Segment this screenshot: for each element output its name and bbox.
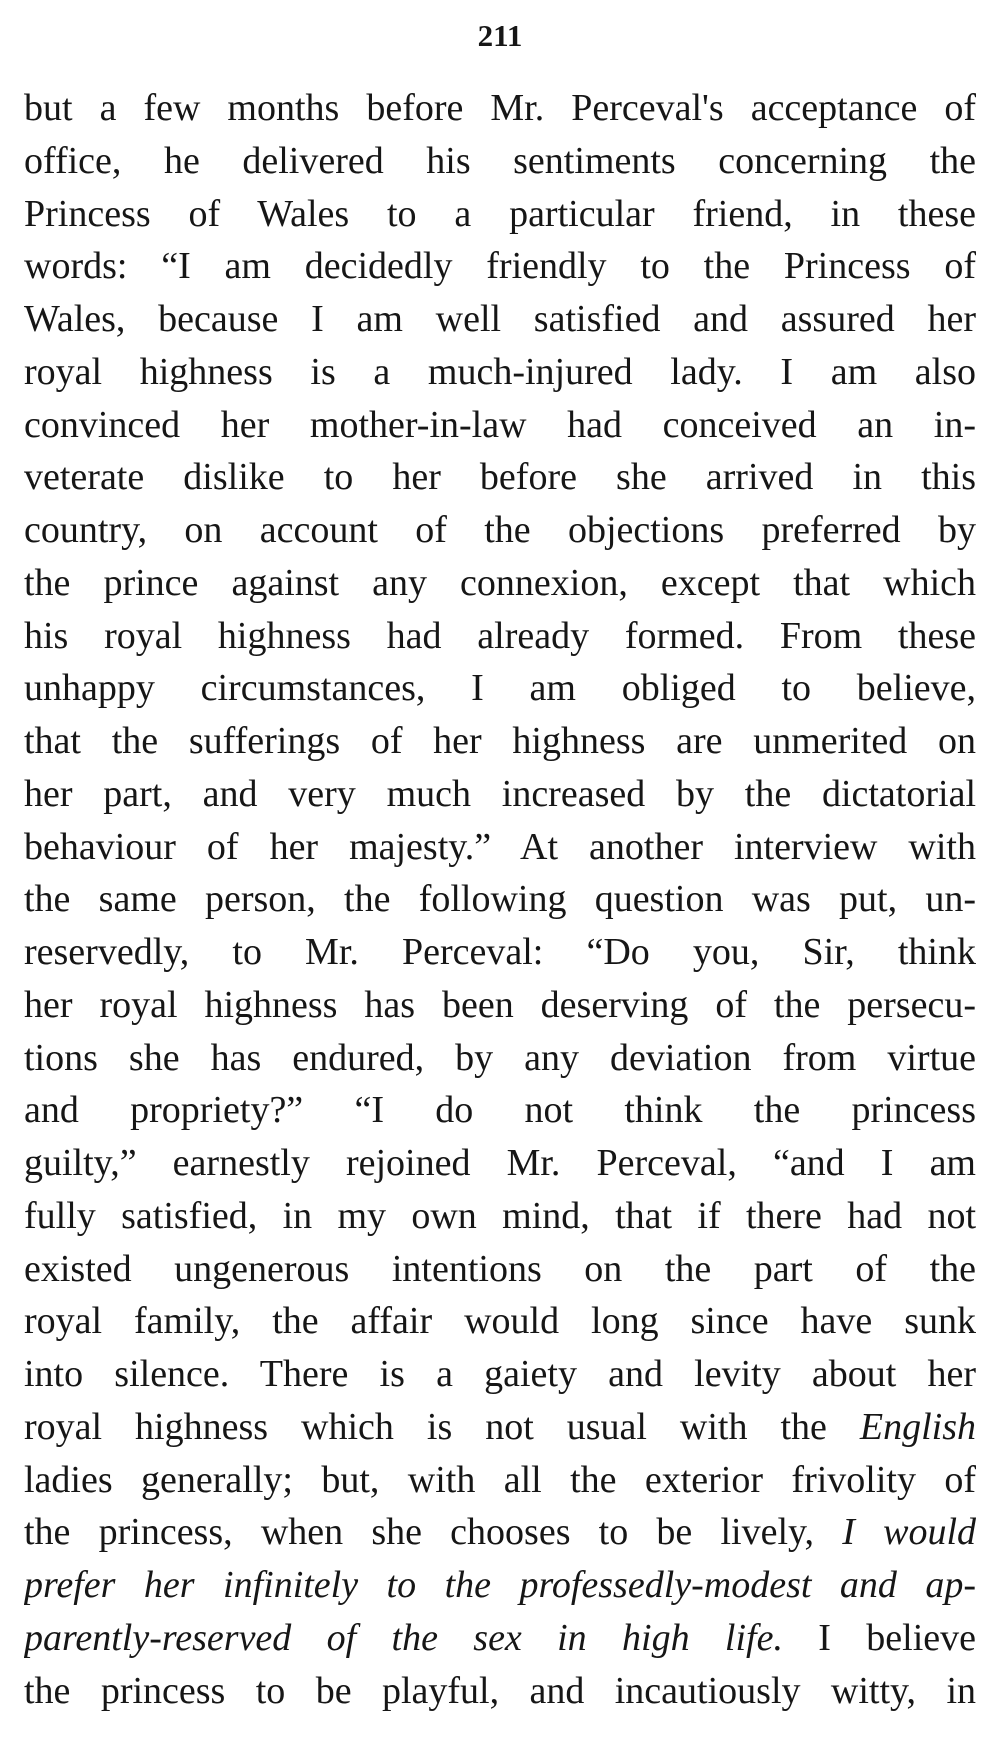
text-segment: tions she has endured, by any deviation from virtue bbox=[24, 1036, 976, 1079]
text-line bbox=[24, 821, 976, 874]
text-segment: guilty,” earnestly rejoined Mr. Perceval, “and I am bbox=[24, 1142, 976, 1184]
text-line bbox=[24, 1506, 976, 1559]
text-line bbox=[24, 135, 976, 188]
text-line bbox=[24, 1559, 976, 1612]
text-segment: the princess to be playful, and incautiously witty, in bbox=[24, 1669, 976, 1712]
body-text bbox=[24, 82, 976, 1717]
text-segment: veterate dislike to her before she arrived in this bbox=[24, 456, 976, 499]
text-line bbox=[24, 1084, 976, 1137]
text-line bbox=[24, 610, 976, 663]
text-line bbox=[24, 240, 976, 293]
text-line bbox=[24, 504, 976, 557]
text-line bbox=[24, 1295, 976, 1348]
text-line bbox=[24, 1612, 976, 1665]
text-line bbox=[24, 979, 976, 1032]
text-line bbox=[24, 1665, 976, 1718]
text-segment: the prince against any connexion, except that which bbox=[24, 561, 976, 604]
text-segment: ladies generally; but, with all the exterior frivolity of bbox=[24, 1458, 976, 1501]
text-segment: the princess, when she chooses to be lively, bbox=[24, 1511, 843, 1554]
italic-text-segment: prefer her infinitely to the professedly-modest and ap- bbox=[24, 1564, 976, 1606]
text-segment: her part, and very much increased by the dictatorial bbox=[24, 772, 976, 815]
text-line bbox=[24, 1032, 976, 1085]
text-line bbox=[24, 873, 976, 926]
text-segment: country, on account of the objections preferred by bbox=[24, 509, 976, 551]
text-line bbox=[24, 293, 976, 346]
text-line bbox=[24, 662, 976, 715]
text-line bbox=[24, 1190, 976, 1243]
text-segment: royal highness is a much-injured lady. I am also bbox=[24, 350, 976, 393]
text-segment: reservedly, to Mr. Perceval: “Do you, Sir, think bbox=[24, 931, 976, 973]
text-segment: I believe bbox=[782, 1616, 976, 1659]
italic-text-segment: I would bbox=[842, 1511, 976, 1554]
text-segment: the same person, the following question was put, un- bbox=[24, 878, 976, 921]
text-line bbox=[24, 188, 976, 241]
text-line bbox=[24, 1348, 976, 1401]
page-number: 211 bbox=[477, 18, 523, 53]
text-segment: Wales, because I am well satisfied and assured her bbox=[24, 298, 976, 340]
text-line bbox=[24, 768, 976, 821]
text-segment: and propriety?” “I do not think the princess bbox=[24, 1089, 976, 1132]
text-line bbox=[24, 715, 976, 768]
text-segment: into silence. There is a gaiety and levity about her bbox=[24, 1353, 976, 1395]
text-segment: existed ungenerous intentions on the part of the bbox=[24, 1247, 976, 1290]
text-segment: royal highness which is not usual with the bbox=[24, 1405, 860, 1448]
text-line bbox=[24, 1454, 976, 1507]
text-segment: unhappy circumstances, I am obliged to believe, bbox=[24, 667, 976, 710]
text-segment: office, he delivered his sentiments concerning the bbox=[24, 139, 976, 182]
text-line bbox=[24, 82, 976, 135]
text-line bbox=[24, 926, 976, 979]
italic-text-segment: parently-reserved of the sex in high life. bbox=[24, 1616, 783, 1659]
text-line bbox=[24, 557, 976, 610]
text-segment: royal family, the affair would long since have sunk bbox=[24, 1300, 976, 1343]
text-segment: her royal highness has been deserving of the persecu- bbox=[24, 983, 976, 1026]
text-segment: but a few months before Mr. Perceval's acceptance of bbox=[24, 87, 976, 129]
text-segment: that the sufferings of her highness are unmerited on bbox=[24, 720, 976, 762]
text-segment: convinced her mother-in-law had conceived an in- bbox=[24, 403, 976, 446]
text-line bbox=[24, 1243, 976, 1296]
text-segment: fully satisfied, in my own mind, that if there had not bbox=[24, 1194, 976, 1237]
text-line bbox=[24, 1401, 976, 1454]
text-line bbox=[24, 1137, 976, 1190]
text-segment: words: “I am decidedly friendly to the Princess of bbox=[24, 245, 976, 288]
italic-text-segment: English bbox=[859, 1405, 976, 1448]
text-line bbox=[24, 451, 976, 504]
text-line bbox=[24, 346, 976, 399]
text-segment: behaviour of her majesty.” At another interview with bbox=[24, 825, 976, 868]
text-segment: Princess of Wales to a particular friend, in these bbox=[24, 192, 976, 235]
text-line bbox=[24, 399, 976, 452]
text-segment: his royal highness had already formed. From these bbox=[24, 614, 976, 657]
